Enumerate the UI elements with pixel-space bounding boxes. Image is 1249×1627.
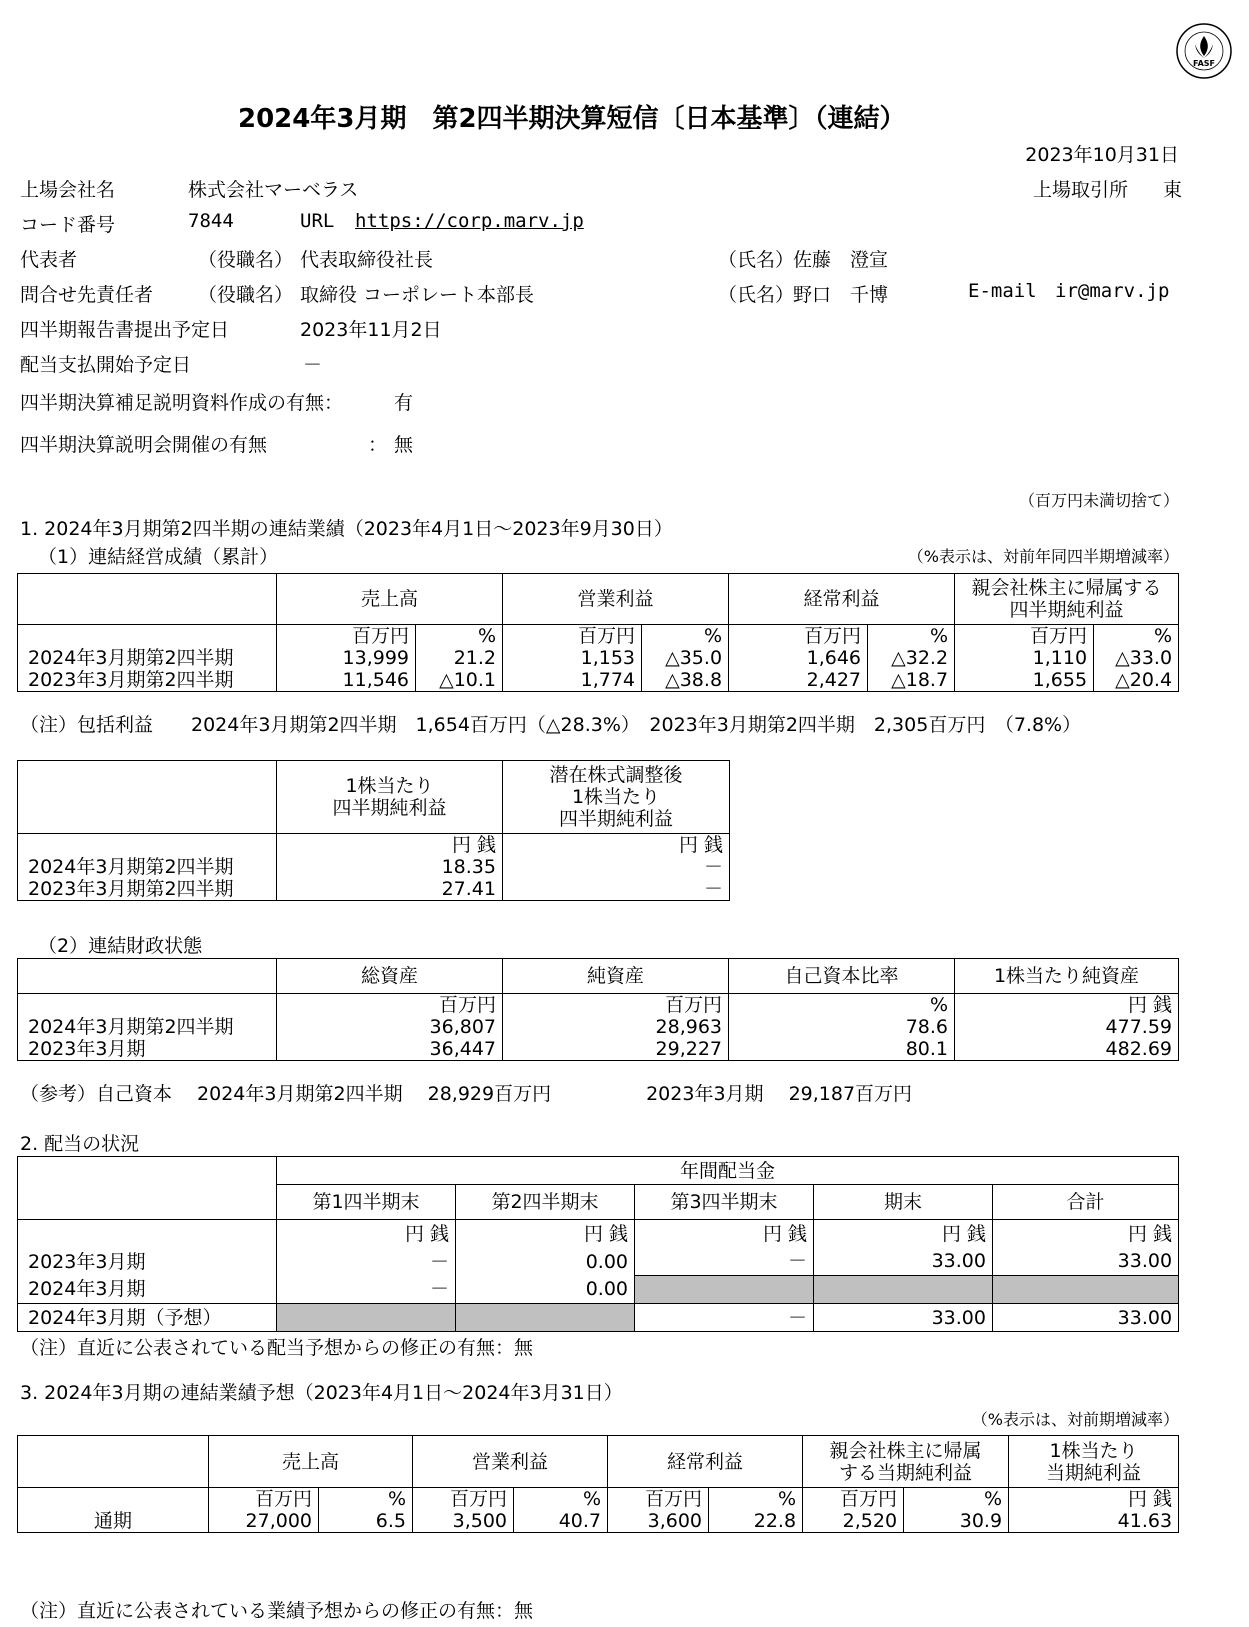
table-cell xyxy=(456,1304,635,1332)
table-cell: 総資産 xyxy=(277,959,503,994)
meeting-label: 四半期決算説明会開催の有無 xyxy=(20,434,268,456)
table-cell: 第1四半期末 xyxy=(277,1185,456,1220)
table-cell: 1,153 xyxy=(503,647,642,669)
table-cell: 2024年3月期 xyxy=(18,1276,277,1304)
table-cell: % xyxy=(729,994,955,1017)
header-line: 1株当たり xyxy=(1049,1439,1138,1462)
table-cell: % xyxy=(642,625,729,648)
table-cell: － xyxy=(277,1248,456,1276)
table-cell: 482.69 xyxy=(955,1038,1179,1061)
table-cell: 2024年3月期第2四半期 xyxy=(18,856,277,878)
table-cell: 2024年3月期第2四半期 xyxy=(18,1016,277,1038)
dividend-group-header: 年間配当金 xyxy=(277,1157,1179,1185)
table-cell: 27,000 xyxy=(209,1510,319,1533)
table-cell: 2023年3月期 xyxy=(18,1248,277,1276)
table-header-row xyxy=(18,761,730,834)
table-cell: % xyxy=(868,625,955,648)
report-date-value: 2023年11月2日 xyxy=(300,319,442,341)
table-cell: 36,807 xyxy=(277,1016,503,1038)
table-cell: 78.6 xyxy=(729,1016,955,1038)
meeting-colon: ： xyxy=(368,434,388,456)
table-cell: % xyxy=(1094,625,1179,648)
table-row xyxy=(18,1016,1179,1038)
results-header-net xyxy=(955,574,1179,625)
table-cell: － xyxy=(503,856,730,878)
section1-heading: 1. 2024年3月期第2四半期の連結業績（2023年4月1日～2023年9月30日） xyxy=(20,518,673,540)
table-cell xyxy=(18,625,277,648)
table-cell: 円 銭 xyxy=(955,994,1179,1017)
table-cell: 百万円 xyxy=(729,625,868,648)
table-cell: 27.41 xyxy=(277,878,503,901)
company-name-label: 上場会社名 xyxy=(20,179,116,201)
table-row xyxy=(18,669,1179,692)
forecast-header-eps xyxy=(1009,1436,1179,1488)
table-cell: 円 銭 xyxy=(456,1220,635,1248)
dividend-note: （注）直近に公表されている配当予想からの修正の有無：無 xyxy=(20,1337,534,1359)
section3-pct-note: （%表示は、対前期増減率） xyxy=(971,1410,1179,1429)
table-cell: 純資産 xyxy=(503,959,729,994)
table-row xyxy=(18,1248,1179,1276)
table-cell: 6.5 xyxy=(319,1510,413,1533)
table-cell: 円 銭 xyxy=(277,834,503,857)
comprehensive-note: （注）包括利益 2024年3月期第2四半期 1,654百万円（△28.3%） 2023年3月期第2四半期 2,305百万円 （7.8%） xyxy=(20,714,1082,736)
header-line: 1株当たり xyxy=(345,775,434,797)
contact-name: 野口 千博 xyxy=(793,284,889,306)
header-line: 1株当たり xyxy=(571,786,661,808)
table-cell: 2023年3月期第2四半期 xyxy=(18,669,277,692)
table-row xyxy=(18,647,1179,669)
table-header-row xyxy=(18,834,730,857)
table-cell: 円 銭 xyxy=(1009,1488,1179,1511)
table-cell: 1,110 xyxy=(955,647,1094,669)
table-header-row xyxy=(18,1220,1179,1248)
table-cell: 2023年3月期 xyxy=(18,1038,277,1061)
table-header-row xyxy=(18,1157,1179,1185)
header-line: 当期純利益 xyxy=(1046,1461,1142,1484)
dividend-corner xyxy=(18,1157,277,1220)
contact-label: 問合せ先責任者 xyxy=(20,284,154,306)
url-link[interactable]: https://corp.marv.jp xyxy=(355,210,584,232)
table-cell: 百万円 xyxy=(413,1488,514,1511)
table-header-row xyxy=(18,625,1179,648)
table-cell: △38.8 xyxy=(642,669,729,692)
table-cell: 1,646 xyxy=(729,647,868,669)
table-cell: 477.59 xyxy=(955,1016,1179,1038)
table-cell: 百万円 xyxy=(955,625,1094,648)
company-name: 株式会社マーベラス xyxy=(188,179,359,201)
table-cell: 41.63 xyxy=(1009,1510,1179,1533)
header-line: 潜在株式調整後 xyxy=(549,764,683,786)
table-cell: 21.2 xyxy=(416,647,503,669)
table-cell: 36,447 xyxy=(277,1038,503,1061)
table-cell: 0.00 xyxy=(456,1276,635,1304)
table-header-row xyxy=(18,994,1179,1017)
table-cell: 円 銭 xyxy=(503,834,730,857)
url-label: URL xyxy=(300,210,335,232)
rep-title: 代表取締役社長 xyxy=(300,249,434,271)
table-cell: 11,546 xyxy=(277,669,416,692)
table-cell xyxy=(18,1488,209,1511)
rep-title-label: （役職名） xyxy=(198,249,294,271)
table-cell xyxy=(18,994,277,1017)
header-line: 親会社株主に帰属する xyxy=(971,577,1162,599)
supp-label: 四半期決算補足説明資料作成の有無： xyxy=(20,392,344,414)
table-cell: △18.7 xyxy=(868,669,955,692)
equity-note: （参考）自己資本 2024年3月期第2四半期 28,929百万円 2023年3月期 29,187百万円 xyxy=(20,1083,913,1105)
rep-label: 代表者 xyxy=(20,249,78,271)
table-cell: 円 銭 xyxy=(635,1220,814,1248)
header-line: 四半期純利益 xyxy=(558,808,673,830)
table-cell: 百万円 xyxy=(803,1488,904,1511)
table-cell: 営業利益 xyxy=(413,1436,608,1488)
fasf-logo xyxy=(1175,22,1233,80)
table-cell: 33.00 xyxy=(993,1304,1179,1332)
results-header-ord: 経常利益 xyxy=(729,574,955,625)
table-cell: 円 銭 xyxy=(277,1220,456,1248)
table-cell: 百万円 xyxy=(503,994,729,1017)
section1-sub1: （1）連結経営成績（累計） xyxy=(38,546,279,568)
results-table xyxy=(17,573,1179,692)
table-cell: % xyxy=(416,625,503,648)
table-cell: 期末 xyxy=(814,1185,993,1220)
table-row xyxy=(18,1038,1179,1061)
table-cell: 百万円 xyxy=(608,1488,709,1511)
header-line: 親会社株主に帰属 xyxy=(829,1439,982,1462)
financial-corner xyxy=(18,959,277,994)
section1-sub1-note: （%表示は、対前年同四半期増減率） xyxy=(907,547,1179,566)
table-cell: △10.1 xyxy=(416,669,503,692)
table-cell: 13,999 xyxy=(277,647,416,669)
eps-header-diluted xyxy=(503,761,730,834)
header-line: 四半期純利益 xyxy=(332,797,447,819)
forecast-table xyxy=(17,1435,1179,1533)
section1-sub2: （2）連結財政状態 xyxy=(38,935,203,957)
supp-value: 有 xyxy=(394,392,414,414)
table-cell: 0.00 xyxy=(456,1248,635,1276)
eps-header-basic xyxy=(277,761,503,834)
table-cell: 円 銭 xyxy=(814,1220,993,1248)
table-cell: 40.7 xyxy=(514,1510,608,1533)
results-corner xyxy=(18,574,277,625)
table-cell: 売上高 xyxy=(209,1436,413,1488)
header-line: する当期純利益 xyxy=(839,1461,973,1484)
report-date-label: 四半期報告書提出予定日 xyxy=(20,319,230,341)
table-cell: 百万円 xyxy=(277,994,503,1017)
forecast-corner xyxy=(18,1436,209,1488)
table-cell xyxy=(814,1276,993,1304)
table-header-row xyxy=(18,574,1179,625)
table-cell: 2024年3月期第2四半期 xyxy=(18,647,277,669)
table-cell: 自己資本比率 xyxy=(729,959,955,994)
table-cell: △35.0 xyxy=(642,647,729,669)
table-cell: － xyxy=(635,1304,814,1332)
table-cell: 80.1 xyxy=(729,1038,955,1061)
table-cell: 18.35 xyxy=(277,856,503,878)
table-cell: 2,427 xyxy=(729,669,868,692)
table-cell xyxy=(18,1220,277,1248)
forecast-note: （注）直近に公表されている業績予想からの修正の有無：無 xyxy=(20,1600,534,1622)
table-cell: 第2四半期末 xyxy=(456,1185,635,1220)
table-row xyxy=(18,1276,1179,1304)
table-cell: 22.8 xyxy=(709,1510,803,1533)
forecast-header-net xyxy=(803,1436,1009,1488)
exchange-value: 東 xyxy=(1163,179,1183,201)
table-cell: 1株当たり純資産 xyxy=(955,959,1179,994)
section2-heading: 2. 配当の状況 xyxy=(20,1133,140,1155)
eps-table xyxy=(17,760,730,901)
table-header-row xyxy=(18,1488,1179,1511)
table-row xyxy=(18,1510,1179,1533)
table-cell: 3,600 xyxy=(608,1510,709,1533)
page-title: 2024年3月期 第2四半期決算短信〔日本基準〕（連結） xyxy=(238,104,906,134)
table-header-row xyxy=(18,1436,1179,1488)
table-cell: 第3四半期末 xyxy=(635,1185,814,1220)
contact-title: 取締役 コーポレート本部長 xyxy=(300,284,535,306)
table-row xyxy=(18,878,730,901)
table-row xyxy=(18,1304,1179,1332)
table-cell: % xyxy=(904,1488,1009,1511)
table-cell: △20.4 xyxy=(1094,669,1179,692)
table-cell: 28,963 xyxy=(503,1016,729,1038)
table-cell: △33.0 xyxy=(1094,647,1179,669)
dividend-date-label: 配当支払開始予定日 xyxy=(20,354,192,376)
dividend-table xyxy=(17,1156,1179,1332)
results-header-sales: 売上高 xyxy=(277,574,503,625)
table-cell: 33.00 xyxy=(814,1248,993,1276)
logo-text: FASF xyxy=(1193,59,1215,68)
dividend-date-value: － xyxy=(303,354,323,376)
header-line: 四半期純利益 xyxy=(1009,599,1124,621)
eps-corner xyxy=(18,761,277,834)
table-cell: － xyxy=(635,1248,814,1276)
results-header-op: 営業利益 xyxy=(503,574,729,625)
table-header-row xyxy=(18,959,1179,994)
table-cell: 2024年3月期（予想） xyxy=(18,1304,277,1332)
table-row xyxy=(18,856,730,878)
financial-table xyxy=(17,958,1179,1061)
table-cell: 33.00 xyxy=(814,1304,993,1332)
table-cell: － xyxy=(503,878,730,901)
table-cell: % xyxy=(709,1488,803,1511)
email-label: E-mail xyxy=(968,280,1037,302)
table-cell: 2,520 xyxy=(803,1510,904,1533)
table-cell: － xyxy=(277,1276,456,1304)
table-cell: 通期 xyxy=(18,1510,209,1533)
meeting-value: 無 xyxy=(394,434,414,456)
table-cell xyxy=(635,1276,814,1304)
table-cell: 百万円 xyxy=(503,625,642,648)
table-cell: △32.2 xyxy=(868,647,955,669)
table-cell: 円 銭 xyxy=(993,1220,1179,1248)
contact-name-label: （氏名） xyxy=(718,284,795,306)
report-date: 2023年10月31日 xyxy=(1025,144,1179,166)
table-cell: % xyxy=(319,1488,413,1511)
units-note: （百万円未満切捨て） xyxy=(1018,491,1179,510)
email-value[interactable]: ir@marv.jp xyxy=(1055,280,1170,302)
table-cell xyxy=(18,834,277,857)
table-cell: 1,655 xyxy=(955,669,1094,692)
table-cell xyxy=(993,1276,1179,1304)
table-cell: 経常利益 xyxy=(608,1436,803,1488)
table-cell: 3,500 xyxy=(413,1510,514,1533)
section3-heading: 3. 2024年3月期の連結業績予想（2023年4月1日～2024年3月31日） xyxy=(20,1382,623,1404)
code-label: コード番号 xyxy=(20,214,116,236)
table-cell xyxy=(277,1304,456,1332)
table-cell: % xyxy=(514,1488,608,1511)
table-cell: 百万円 xyxy=(277,625,416,648)
table-cell: 33.00 xyxy=(993,1248,1179,1276)
rep-name: 佐藤 澄宣 xyxy=(793,249,889,271)
table-cell: 合計 xyxy=(993,1185,1179,1220)
table-cell: 30.9 xyxy=(904,1510,1009,1533)
exchange-label: 上場取引所 xyxy=(1033,179,1129,201)
table-cell: 2023年3月期第2四半期 xyxy=(18,878,277,901)
table-cell: 百万円 xyxy=(209,1488,319,1511)
table-cell: 29,227 xyxy=(503,1038,729,1061)
contact-title-label: （役職名） xyxy=(198,284,294,306)
rep-name-label: （氏名） xyxy=(718,249,795,271)
code-value: 7844 xyxy=(188,210,234,232)
table-cell: 1,774 xyxy=(503,669,642,692)
